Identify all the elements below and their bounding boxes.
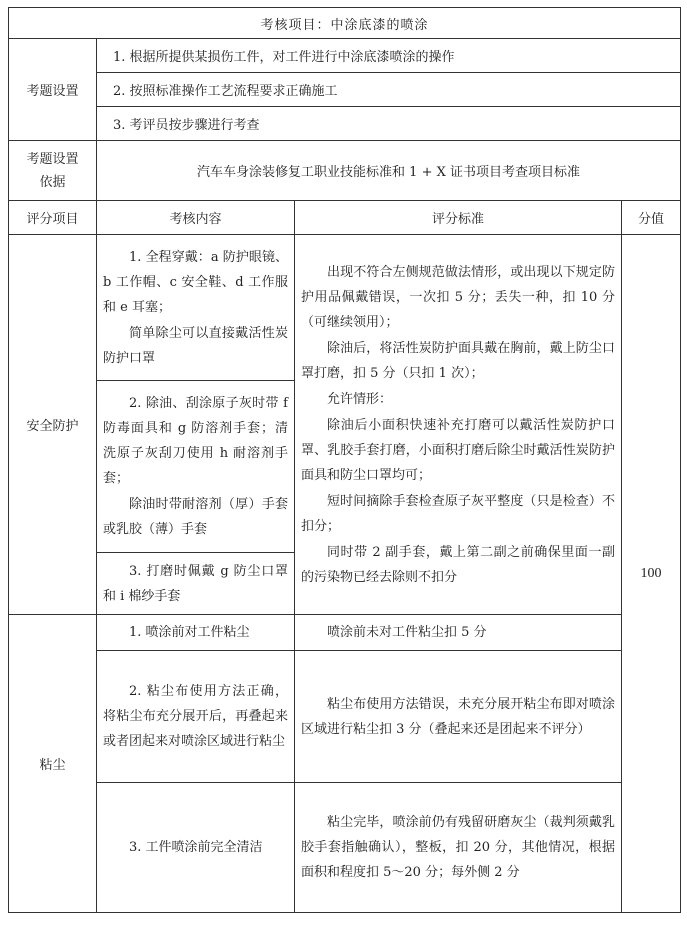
criteria-text: 允许情形： [327, 391, 393, 407]
setup-row [9, 107, 681, 141]
criteria-text: 粘尘布使用方法错误，未充分展开粘尘布即对喷涂区域进行粘尘扣 3 分（叠起来还是团起来不评分） [301, 696, 615, 737]
safety-row-1 [9, 235, 681, 381]
title-row [9, 8, 681, 39]
setup-item-1: 1. 根据所提供某损伤工件，对工件进行中涂底漆喷涂的操作 [97, 39, 681, 73]
criteria-text: 同时带 2 副手套，戴上第二副之前确保里面一副的污染物已经去除则不扣分 [301, 544, 615, 585]
setup-label: 考题设置 [9, 39, 97, 141]
basis-label: 考题设置依据 [9, 141, 97, 201]
criteria-text: 除油后，将活性炭防护面具戴在胸前，戴上防尘口罩打磨，扣 5 分（只扣 1 次）； [301, 340, 615, 381]
content-text: 2. 除油、刮涂原子灰时带 f 防毒面具和 g 防溶剂手套；清洗原子灰刮刀使用 h 耐溶剂手套； [103, 396, 288, 486]
setup-item-3: 3. 考评员按步骤进行考查 [97, 107, 681, 141]
dust-row-1 [9, 615, 681, 651]
header-row [9, 201, 681, 235]
criteria-text: 短时间摘除手套检查原子灰平整度（只是检查）不扣分； [301, 493, 615, 534]
criteria-text: 粘尘完毕，喷涂前仍有残留研磨灰尘（裁判须戴乳胶手套指触确认），整板，扣 20 分，其他情况，根据面积和程度扣 5～20 分；每外侧 2 分 [301, 815, 615, 880]
safety-content-2 [97, 381, 295, 553]
dust-criteria-1 [295, 615, 622, 651]
header-item: 评分项目 [9, 201, 97, 235]
content-text: 简单除尘可以直接戴活性炭防护口罩 [103, 325, 288, 366]
basis-text: 汽车车身涂装修复工职业技能标准和 1 + X 证书项目考查项目标准 [97, 141, 681, 201]
safety-content-1 [97, 235, 295, 381]
dust-row-2 [9, 651, 681, 783]
criteria-text: 出现不符合左侧规范做法情形，或出现以下规定防护用品佩戴错误，一次扣 5 分；丢失一种，扣 10 分（可继续领用）； [301, 264, 615, 330]
setup-row [9, 73, 681, 107]
criteria-text: 除油后小面积快速补充打磨可以戴活性炭防护口罩、乳胶手套打磨，小面积打磨后除尘时戴活性炭防护面具和防尘口罩均可； [301, 417, 615, 483]
header-content: 考核内容 [97, 201, 295, 235]
section-safety-label: 安全防护 [9, 235, 97, 615]
safety-criteria [295, 235, 622, 615]
content-text: 3. 打磨时佩戴 g 防尘口罩和 i 棉纱手套 [103, 563, 288, 604]
content-text: 2. 粘尘布使用方法正确，将粘尘布充分展开后，再叠起来或者团起来对喷涂区域进行粘尘 [103, 684, 288, 749]
content-text: 除油时带耐溶剂（厚）手套或乳胶（薄）手套 [103, 497, 288, 537]
assessment-table [8, 7, 681, 913]
content-text: 1. 喷涂前对工件粘尘 [129, 625, 250, 640]
setup-row [9, 39, 681, 73]
dust-content-2 [97, 651, 295, 783]
dust-content-3 [97, 783, 295, 913]
dust-criteria-2 [295, 651, 622, 783]
criteria-text: 喷涂前未对工件粘尘扣 5 分 [327, 625, 487, 640]
header-score: 分值 [622, 201, 681, 235]
content-text: 1. 全程穿戴：a 防护眼镜、b 工作帽、c 安全鞋、d 工作服和 e 耳塞； [103, 249, 288, 315]
score-value: 100 [622, 235, 681, 913]
section-dust-label: 粘尘 [9, 615, 97, 913]
dust-criteria-3 [295, 783, 622, 913]
content-text: 3. 工件喷涂前完全清洁 [129, 840, 263, 855]
dust-row-3 [9, 783, 681, 913]
safety-content-3 [97, 553, 295, 615]
dust-content-1 [97, 615, 295, 651]
setup-item-2: 2. 按照标准操作工艺流程要求正确施工 [97, 73, 681, 107]
table-title: 考核项目：中涂底漆的喷涂 [9, 8, 681, 39]
basis-row [9, 141, 681, 201]
header-criteria: 评分标准 [295, 201, 622, 235]
